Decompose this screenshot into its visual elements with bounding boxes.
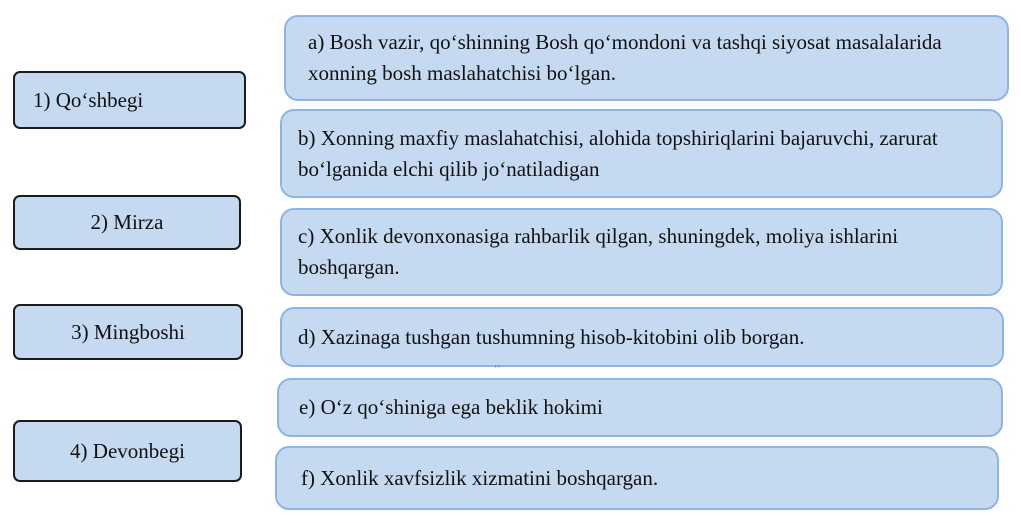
term-box-qoshbegi[interactable] <box>13 71 246 129</box>
definition-text: b) Xonning maxfiy maslahatchisi, alohida topshiriqlarini bajaruvchi, zarurat bo‘lganida elchi qilib jo‘natiladigan <box>298 125 938 181</box>
definition-box-d[interactable] <box>280 307 1004 367</box>
definition-box-e[interactable] <box>277 378 1003 437</box>
term-label: 1) Qo‘shbegi <box>33 87 144 112</box>
definition-text: f) Xonlik xavfsizlik xizmatini boshqargan. <box>301 465 659 490</box>
term-label: 3) Mingboshi <box>71 319 185 344</box>
term-box-mirza[interactable] <box>13 195 241 250</box>
definition-box-b[interactable] <box>280 109 1003 198</box>
stray-mark: ‘’ <box>494 364 501 375</box>
term-label: 4) Devonbegi <box>70 438 185 463</box>
definition-text: d) Xazinaga tushgan tushumning hisob-kitobini olib borgan. <box>298 324 805 349</box>
definition-text: a) Bosh vazir, qo‘shinning Bosh qo‘mondoni va tashqi siyosat masalalarida xonning bosh maslahatchisi bo‘lgan. <box>308 30 942 85</box>
definition-text: c) Xonlik devonxonasiga rahbarlik qilgan, shuningdek, moliya ishlarini boshqargan. <box>298 224 899 279</box>
definition-box-a[interactable] <box>284 15 1009 101</box>
definition-box-c[interactable] <box>280 208 1003 296</box>
definition-box-f[interactable] <box>275 446 999 510</box>
term-label: 2) Mirza <box>90 210 164 234</box>
term-box-mingboshi[interactable] <box>13 304 243 360</box>
term-box-devonbegi[interactable] <box>13 420 242 482</box>
definition-text: e) O‘z qo‘shiniga ega beklik hokimi <box>299 395 603 419</box>
